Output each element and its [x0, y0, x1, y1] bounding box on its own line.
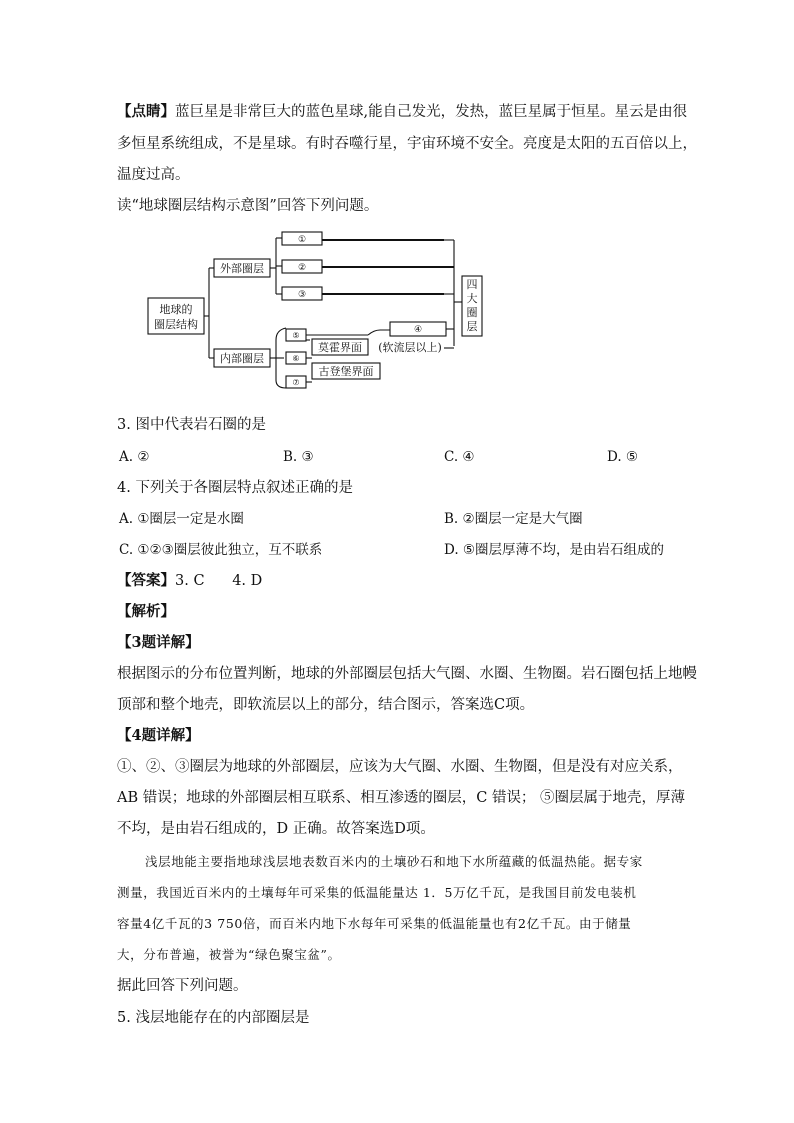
outer-sphere-label: 外部圈层 — [220, 262, 264, 275]
outer-item-1-label: ① — [297, 235, 307, 245]
q3-option-d: D. ⑤ — [607, 449, 639, 465]
answer-prompt: 据此回答下列问题。 — [117, 978, 248, 994]
passage-line-2: 测量，我国近百米内的土壤每年可采集的低温能量达 1．5万亿千瓦，是我国目前发电装机 — [117, 885, 637, 900]
d4-line-1: ①、②、③圈层为地球的外部圈层，应该为大气圈、水圈、生物圈，但是没有对应关系， — [117, 759, 683, 775]
asthenosphere-label: (软流层以上) — [378, 341, 442, 354]
hint-line-2: 多恒星系统组成，不是星球。有时吞噬行星，宇宙环境不安全。亮度是太阳的五百倍以上， — [117, 136, 697, 152]
earth-sphere-diagram — [146, 230, 486, 396]
hint-line-3: 温度过高。 — [117, 167, 190, 183]
d4-line-3: 不均，是由岩石组成的，D 正确。故答案选D项。 — [117, 821, 435, 837]
outer-item-2-label: ② — [297, 263, 307, 273]
outer-item-3-label: ③ — [297, 290, 307, 300]
four-spheres-char-4: 层 — [466, 320, 478, 333]
q3-option-b: B. ③ — [283, 449, 314, 465]
lithosphere-label: ④ — [413, 325, 423, 335]
q4-option-b: B. ②圈层一定是大气圈 — [444, 511, 583, 527]
inner-sphere-label: 内部圈层 — [220, 352, 264, 365]
passage-line-1: 浅层地能主要指地球浅层地表数百米内的土壤砂石和地下水所蕴藏的低温热能。据专家 — [145, 854, 643, 869]
q5-stem: 5. 浅层地能存在的内部圈层是 — [117, 1010, 310, 1026]
passage-line-3: 容量4亿千瓦的3 750倍，而百米内地下水每年可采集的低温能量也有2亿千瓦。由于储量 — [117, 916, 632, 931]
d3-line-1: 根据图示的分布位置判断，地球的外部圈层包括大气圈、水圈、生物圈。岩石圈包括上地幔 — [117, 666, 697, 682]
root-label-1: 地球的 — [159, 303, 193, 316]
moho-label: 莫霍界面 — [318, 341, 362, 354]
answer-text: 3. C 4. D — [175, 573, 263, 589]
inner-item-6-label: ⑥ — [292, 354, 300, 363]
passage-line-4: 大，分布普遍，被誉为“绿色聚宝盆”。 — [117, 947, 341, 962]
q4-stem: 4. 下列关于各圈层特点叙述正确的是 — [117, 480, 353, 496]
hint-text-1: 蓝巨星是非常巨大的蓝色星球,能自己发光，发热，蓝巨星属于恒星。星云是由很 — [175, 104, 688, 120]
analysis-tag: 【解析】 — [117, 603, 175, 620]
gutenberg-label: 古登堡界面 — [318, 365, 374, 378]
q4-option-d: D. ⑤圈层厚薄不均，是由岩石组成的 — [444, 542, 665, 558]
four-spheres-char-3: 圈 — [466, 306, 478, 319]
q3-option-c: C. ④ — [444, 449, 475, 465]
hint-tag: 【点睛】 — [117, 103, 175, 120]
four-spheres-char-1: 四 — [466, 278, 478, 291]
q3-stem: 3. 图中代表岩石圈的是 — [117, 417, 266, 433]
answer-tag: 【答案】 — [117, 572, 175, 589]
intro-text: 读“地球圈层结构示意图”回答下列问题。 — [117, 198, 379, 214]
d3-tag: 【3题详解】 — [117, 634, 200, 651]
q4-option-a: A. ①圈层一定是水圈 — [119, 511, 244, 527]
inner-item-5-label: ⑤ — [292, 331, 300, 340]
d4-line-2: AB 错误；地球的外部圈层相互联系、相互渗透的圈层，C 错误； ⑤圈层属于地壳，厚薄 — [117, 790, 686, 806]
hint-line-1 — [117, 102, 687, 122]
q4-option-c: C. ①②③圈层彼此独立，互不联系 — [119, 542, 323, 558]
root-label-2: 圈层结构 — [154, 318, 198, 331]
four-spheres-char-2: 大 — [466, 292, 478, 305]
inner-item-7-label: ⑦ — [292, 378, 300, 387]
answer-line — [117, 571, 262, 591]
d4-tag: 【4题详解】 — [117, 727, 200, 744]
q3-option-a: A. ② — [119, 449, 150, 465]
d3-line-2: 顶部和整个地壳，即软流层以上的部分，结合图示，答案选C项。 — [117, 697, 535, 713]
